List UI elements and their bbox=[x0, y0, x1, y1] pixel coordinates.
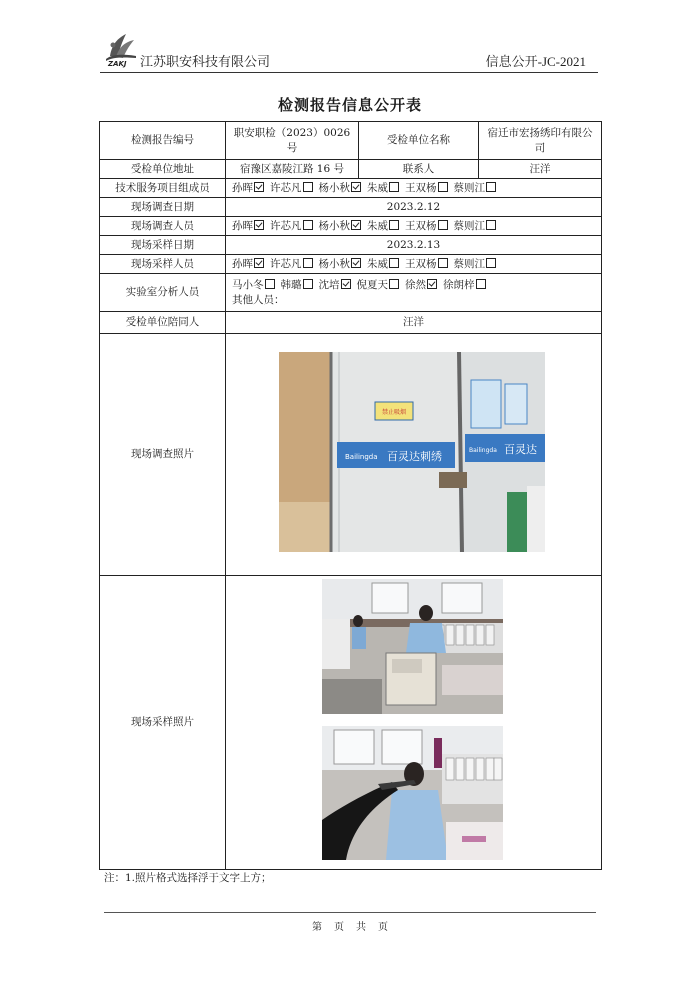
footnote: 注：1.照片格式选择浮于文字上方； bbox=[104, 872, 272, 884]
survey-date-label: 现场调查日期 bbox=[100, 198, 226, 217]
team-members bbox=[226, 179, 602, 198]
lab-other: 其他人员： bbox=[232, 293, 285, 306]
member-entry bbox=[319, 182, 362, 194]
unchecked-box-icon bbox=[389, 279, 399, 289]
page-header bbox=[100, 30, 598, 74]
unchecked-box-icon bbox=[476, 279, 486, 289]
member-name: 韩璐 bbox=[280, 278, 302, 291]
sampling-staff-label: 现场采样人员 bbox=[100, 255, 226, 274]
checked-box-icon bbox=[351, 182, 361, 192]
unit-name-label: 受检单位名称 bbox=[359, 122, 479, 160]
unchecked-box-icon bbox=[389, 258, 399, 268]
address-label: 受检单位地址 bbox=[100, 160, 226, 179]
table-row bbox=[100, 236, 602, 255]
sampling-photo-label: 现场采样照片 bbox=[100, 576, 226, 870]
unchecked-box-icon bbox=[438, 258, 448, 268]
banner-left-brand: Bailingda bbox=[345, 453, 378, 461]
member-name: 蔡则江 bbox=[453, 219, 485, 232]
member-name: 倪夏天 bbox=[356, 278, 388, 291]
unchecked-box-icon bbox=[265, 279, 275, 289]
member-entry bbox=[405, 258, 448, 270]
member-entry bbox=[270, 220, 313, 232]
member-entry bbox=[232, 220, 264, 232]
report-no-label: 检测报告编号 bbox=[100, 122, 226, 160]
table-row bbox=[100, 274, 602, 312]
member-entry bbox=[319, 258, 362, 270]
header-divider bbox=[100, 72, 598, 73]
sampling-photo-1 bbox=[322, 579, 503, 714]
member-entry bbox=[405, 279, 437, 291]
member-entry bbox=[454, 182, 497, 194]
member-name: 朱威 bbox=[367, 219, 388, 232]
table-row bbox=[100, 312, 602, 334]
member-entry bbox=[281, 279, 313, 291]
sampling-date-value: 2023.2.13 bbox=[226, 236, 602, 255]
sampling-photo-2 bbox=[322, 726, 503, 860]
contact-value: 汪洋 bbox=[479, 160, 602, 179]
page-footer bbox=[0, 918, 700, 933]
member-name: 杨小秋 bbox=[318, 181, 350, 194]
member-name: 徐朗梓 bbox=[443, 278, 475, 291]
lab-cell bbox=[226, 274, 602, 312]
sampling-members bbox=[226, 255, 602, 274]
sampling-image-1 bbox=[322, 579, 503, 714]
no-smoking-sign: 禁止吸烟 bbox=[381, 409, 407, 416]
member-entry bbox=[367, 220, 399, 232]
unchecked-box-icon bbox=[303, 182, 313, 192]
member-entry bbox=[405, 220, 448, 232]
member-entry bbox=[319, 220, 362, 232]
member-entry bbox=[270, 258, 313, 270]
banner-right-brand: Bailingda bbox=[469, 447, 497, 454]
member-name: 朱威 bbox=[367, 181, 388, 194]
footer-divider bbox=[104, 912, 596, 913]
table-row bbox=[100, 179, 602, 198]
member-name: 王双杨 bbox=[405, 257, 437, 270]
banner-right-name: 百灵达 bbox=[504, 443, 537, 456]
companion-value: 汪洋 bbox=[226, 312, 602, 334]
member-name: 许芯凡 bbox=[270, 257, 302, 270]
unchecked-box-icon bbox=[303, 220, 313, 230]
member-entry bbox=[270, 182, 313, 194]
unchecked-box-icon bbox=[486, 220, 496, 230]
member-name: 马小冬 bbox=[232, 278, 264, 291]
unchecked-box-icon bbox=[389, 182, 399, 192]
member-entry bbox=[232, 279, 275, 291]
survey-date-value: 2023.2.12 bbox=[226, 198, 602, 217]
member-entry bbox=[357, 279, 400, 291]
company-name: 江苏职安科技有限公司 bbox=[140, 55, 271, 70]
member-entry bbox=[367, 182, 399, 194]
page-title: 检测报告信息公开表 bbox=[277, 96, 422, 114]
footer-page-prefix: 第 bbox=[312, 922, 322, 933]
contact-label: 联系人 bbox=[359, 160, 479, 179]
lab-members bbox=[232, 278, 597, 293]
member-name: 杨小秋 bbox=[318, 257, 350, 270]
unchecked-box-icon bbox=[438, 182, 448, 192]
site-survey-photo bbox=[279, 352, 545, 552]
checked-box-icon bbox=[427, 279, 437, 289]
table-row bbox=[100, 255, 602, 274]
member-name: 许芯凡 bbox=[270, 181, 302, 194]
member-entry bbox=[319, 279, 351, 291]
member-name: 杨小秋 bbox=[318, 219, 350, 232]
member-name: 孙晖 bbox=[232, 219, 253, 232]
table-row bbox=[100, 122, 602, 160]
footer-total-prefix: 共 bbox=[356, 922, 366, 933]
table-row bbox=[100, 160, 602, 179]
member-name: 朱威 bbox=[367, 257, 388, 270]
report-no-value: 职安职检（2023）0026 号 bbox=[226, 122, 359, 160]
table-row bbox=[100, 198, 602, 217]
checked-box-icon bbox=[341, 279, 351, 289]
sampling-date-label: 现场采样日期 bbox=[100, 236, 226, 255]
logo-text: ZAKJ bbox=[108, 60, 127, 68]
document-code: 信息公开-JC-2021 bbox=[485, 54, 586, 69]
member-entry bbox=[232, 182, 264, 194]
site-survey-image bbox=[279, 352, 545, 552]
member-entry bbox=[454, 258, 497, 270]
unchecked-box-icon bbox=[389, 220, 399, 230]
member-name: 王双杨 bbox=[405, 219, 437, 232]
member-name: 沈培 bbox=[318, 278, 340, 291]
member-name: 孙晖 bbox=[232, 257, 253, 270]
companion-label: 受检单位陪同人 bbox=[100, 312, 226, 334]
lab-label: 实验室分析人员 bbox=[100, 274, 226, 312]
table-row bbox=[100, 217, 602, 236]
unit-name-value: 宿迁市宏扬绣印有限公司 bbox=[479, 122, 602, 160]
survey-photo-label: 现场调查照片 bbox=[100, 334, 226, 576]
unchecked-box-icon bbox=[486, 258, 496, 268]
survey-staff-label: 现场调查人员 bbox=[100, 217, 226, 236]
banner-left-name: 百灵达刺绣 bbox=[387, 450, 442, 463]
member-name: 徐然 bbox=[405, 278, 426, 291]
checked-box-icon bbox=[254, 182, 264, 192]
member-name: 王双杨 bbox=[405, 181, 437, 194]
member-entry bbox=[232, 258, 264, 270]
member-name: 蔡则江 bbox=[453, 181, 485, 194]
member-name: 许芯凡 bbox=[270, 219, 302, 232]
checked-box-icon bbox=[351, 220, 361, 230]
member-name: 蔡则江 bbox=[453, 257, 485, 270]
team-label: 技术服务项目组成员 bbox=[100, 179, 226, 198]
member-entry bbox=[405, 182, 448, 194]
unchecked-box-icon bbox=[438, 220, 448, 230]
member-name: 孙晖 bbox=[232, 181, 253, 194]
address-value: 宿豫区嘉陵江路 16 号 bbox=[226, 160, 359, 179]
survey-members bbox=[226, 217, 602, 236]
checked-box-icon bbox=[254, 220, 264, 230]
unchecked-box-icon bbox=[303, 279, 313, 289]
checked-box-icon bbox=[254, 258, 264, 268]
member-entry bbox=[454, 220, 497, 232]
footer-page-suffix: 页 bbox=[334, 922, 344, 933]
member-entry bbox=[367, 258, 399, 270]
unchecked-box-icon bbox=[486, 182, 496, 192]
sampling-image-2 bbox=[322, 726, 503, 860]
checked-box-icon bbox=[351, 258, 361, 268]
footer-total-suffix: 页 bbox=[378, 922, 388, 933]
member-entry bbox=[443, 279, 486, 291]
unchecked-box-icon bbox=[303, 258, 313, 268]
